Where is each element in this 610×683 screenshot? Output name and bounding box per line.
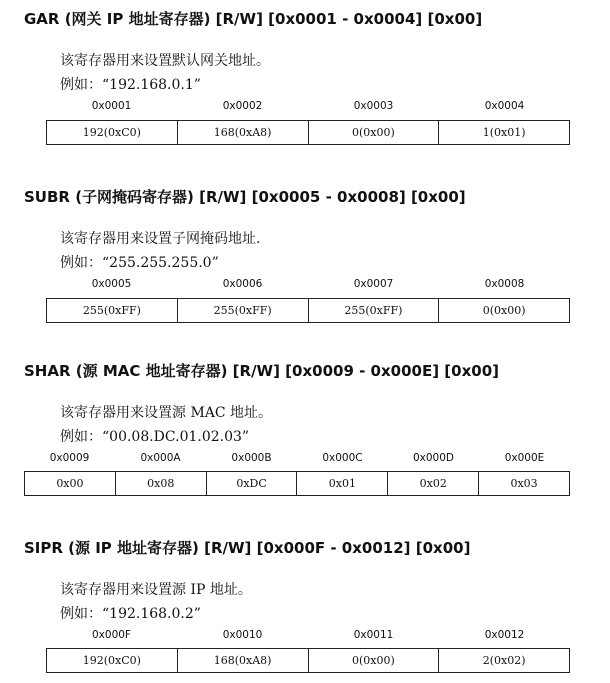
register-description: 该寄存器用来设置默认网关地址。	[60, 53, 270, 69]
address-header-row	[46, 629, 570, 641]
register-title: SHAR (源 MAC 地址寄存器) [R/W] [0x0009 - 0x000E] [0x00]	[24, 362, 499, 380]
address-label: 0x0004	[484, 100, 525, 112]
register-value-cell: 168(0xA8)	[177, 121, 308, 144]
register-value-table	[46, 120, 570, 145]
address-header-row	[46, 100, 570, 112]
address-label: 0x0003	[353, 100, 394, 112]
register-value-cell: 0x01	[296, 472, 387, 495]
address-label: 0x0002	[222, 100, 263, 112]
register-value-cell: 0x00	[56, 477, 84, 490]
register-description: 该寄存器用来设置源 MAC 地址。	[60, 405, 273, 421]
register-value-cell: 0xDC	[206, 472, 297, 495]
register-title: GAR (网关 IP 地址寄存器) [R/W] [0x0001 - 0x0004] [0x00]	[24, 10, 483, 28]
address-label: 0x000B	[231, 452, 272, 464]
register-value-cell: 168(0xA8)	[177, 649, 308, 672]
address-label: 0x0010	[222, 629, 263, 641]
register-value-cell: 192(0xC0)	[82, 126, 141, 139]
register-example: 例如：“192.168.0.1”	[60, 77, 201, 93]
register-value-cell: 0x03	[478, 472, 569, 495]
register-value-cell: 192(0xC0)	[82, 654, 141, 667]
address-label: 0x0006	[222, 278, 263, 290]
register-value-cell: 1(0x01)	[438, 121, 569, 144]
register-value-cell: 255(0xFF)	[308, 299, 439, 322]
address-label: 0x0001	[91, 100, 132, 112]
register-value-cell: 255(0xFF)	[177, 299, 308, 322]
address-label: 0x000A	[140, 452, 181, 464]
address-label: 0x0011	[353, 629, 394, 641]
register-description: 该寄存器用来设置子网掩码地址.	[60, 231, 261, 247]
register-value-cell: 2(0x02)	[438, 649, 569, 672]
address-label: 0x0008	[484, 278, 525, 290]
register-value-table	[46, 298, 570, 323]
address-header-row	[24, 452, 570, 464]
register-value-cell: 0(0x00)	[308, 121, 439, 144]
register-example: 例如：“00.08.DC.01.02.03”	[60, 429, 250, 445]
register-title: SUBR (子网掩码寄存器) [R/W] [0x0005 - 0x0008] [0x00]	[24, 188, 466, 206]
register-value-cell: 0x02	[387, 472, 478, 495]
address-label: 0x000D	[412, 452, 455, 464]
address-label: 0x0012	[484, 629, 525, 641]
address-header-row	[46, 278, 570, 290]
register-title: SIPR (源 IP 地址寄存器) [R/W] [0x000F - 0x0012] [0x00]	[24, 539, 471, 557]
address-label: 0x000F	[92, 629, 131, 641]
register-value-table	[24, 471, 570, 496]
register-value-cell: 255(0xFF)	[82, 304, 141, 317]
register-value-cell: 0x08	[115, 472, 206, 495]
register-example: 例如：“255.255.255.0”	[60, 255, 219, 271]
register-value-table	[46, 648, 570, 673]
address-label: 0x0005	[91, 278, 132, 290]
address-label: 0x000E	[504, 452, 545, 464]
address-label: 0x000C	[322, 452, 363, 464]
register-example: 例如：“192.168.0.2”	[60, 606, 201, 622]
register-value-cell: 0(0x00)	[438, 299, 569, 322]
address-label: 0x0009	[49, 452, 90, 464]
address-label: 0x0007	[353, 278, 394, 290]
register-value-cell: 0(0x00)	[308, 649, 439, 672]
register-description: 该寄存器用来设置源 IP 地址。	[60, 582, 252, 598]
